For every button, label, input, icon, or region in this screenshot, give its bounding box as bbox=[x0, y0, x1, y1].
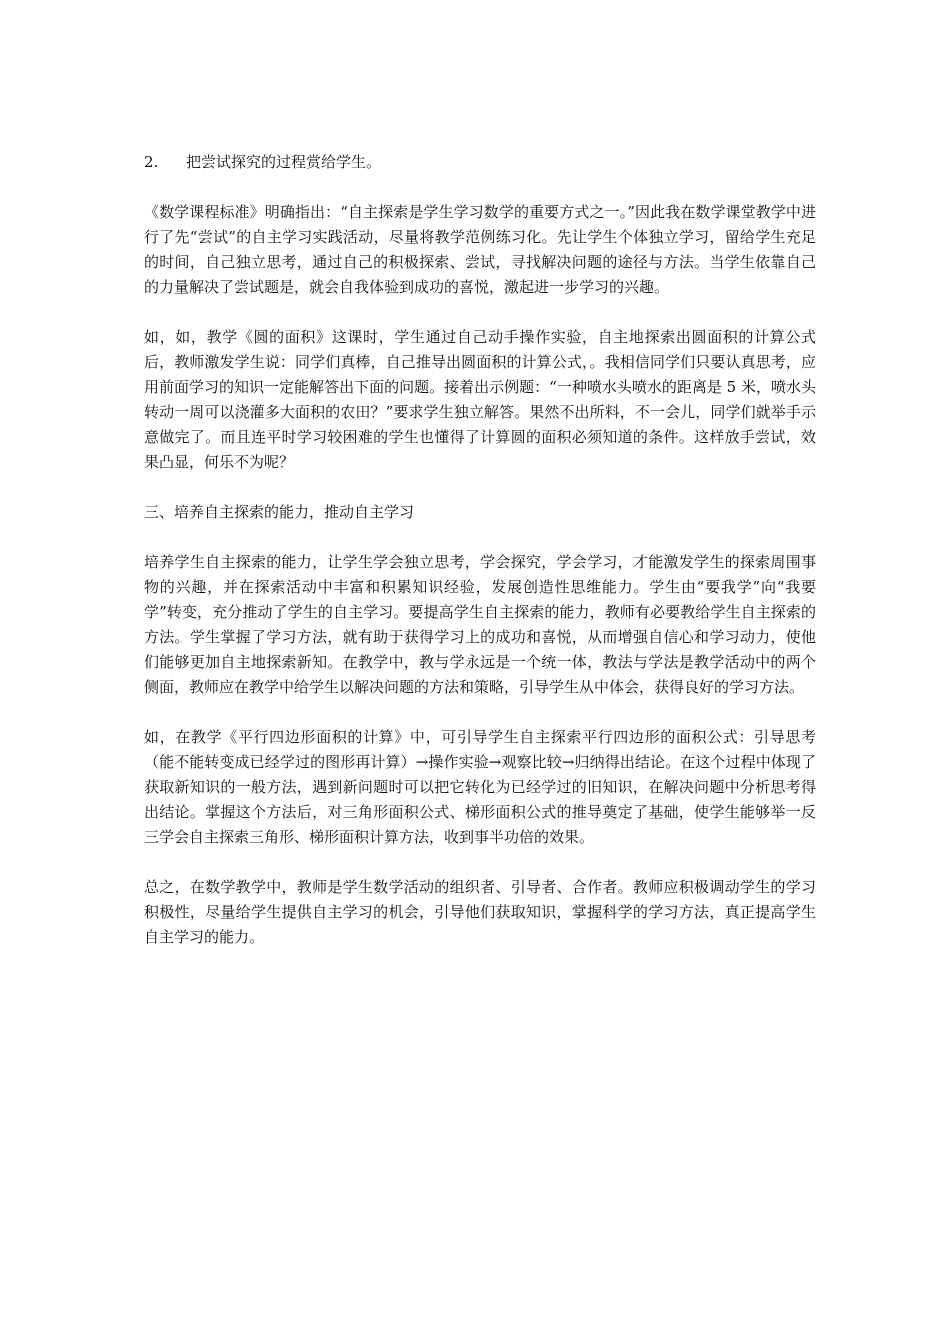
heading-text: 把尝试探究的过程赏给学生。 bbox=[186, 153, 382, 171]
paragraph-circle-area-example: 如，如，教学《圆的面积》这课时，学生通过自己动手操作实验，自主地探索出圆面积的计算公式后，教师激发学生说：同学们真棒，自己推导出圆面积的计算公式，。我相信同学们只要认真思考，应用前面学习的知识一定能解答出下面的问题。接着出示例题：“一种喷水头喷水的距离是 5 米，喷水头转动一周可以浇灌多大面积的农田？”要求学生独立解答。果然不出所料，不一会儿，同学们就举手示意做完了。而且连平时学习较困难的学生也懂得了计算圆的面积必须知道的条件。这样放手尝试，效果凸显，何乐不为呢？ bbox=[144, 328, 816, 471]
paragraph-curriculum-standard: 《数学课程标准》明确指出：“自主探索是学生学习数学的重要方式之一。”因此我在数学课堂教学中进行了先“尝试”的自主学习实践活动，尽量将教学范例练习化。先让学生个体独立学习，留给学生充足的时间，自己独立思考，通过自己的积极探索、尝试，寻找解决问题的途径与方法。当学生依靠自己的力量解决了尝试题是，就会自我体验到成功的喜悦，激起进一步学习的兴趣。 bbox=[144, 203, 816, 296]
paragraph-exploration-ability: 培养学生自主探索的能力，让学生学会独立思考，学会探究，学会学习，才能激发学生的探索周围事物的兴趣，并在探索活动中丰富和积累知识经验，发展创造性思维能力。学生由“要我学”向“我要学”转变，充分推动了学生的自主学习。要提高学生自主探索的能力，教师有必要教给学生自主探索的方法。学生掌握了学习方法，就有助于获得学习上的成功和喜悦，从而增强自信心和学习动力，使他们能够更加自主地探索新知。在教学中，教与学永远是一个统一体，教法与学法是教学活动中的两个侧面，教师应在教学中给学生以解决问题的方法和策略，引导学生从中体会，获得良好的学习方法。 bbox=[144, 553, 816, 696]
numbered-heading bbox=[144, 150, 816, 175]
section-heading: 三、培养自主探索的能力，推动自主学习 bbox=[144, 503, 415, 521]
document-page bbox=[144, 150, 816, 975]
paragraph-parallelogram-example: 如，在教学《平行四边形面积的计算》中，可引导学生自主探索平行四边形的面积公式：引导思考（能不能转变成已经学过的图形再计算）→操作实验→观察比较→归纳得出结论。在这个过程中体现了获取新知识的一般方法，遇到新问题时可以把它转化为已经学过的旧知识，在解决问题中分析思考得出结论。掌握这个方法后，对三角形面积公式、梯形面积公式的推导奠定了基础，使学生能够举一反三学会自主探索三角形、梯形面积计算方法，收到事半功倍的效果。 bbox=[144, 728, 816, 846]
paragraph-conclusion: 总之，在数学教学中，教师是学生数学活动的组织者、引导者、合作者。教师应积极调动学生的学习积极性，尽量给学生提供自主学习的机会，引导他们获取知识，掌握科学的学习方法，真正提高学生自主学习的能力。 bbox=[144, 878, 816, 946]
heading-number: 2. bbox=[144, 153, 159, 171]
